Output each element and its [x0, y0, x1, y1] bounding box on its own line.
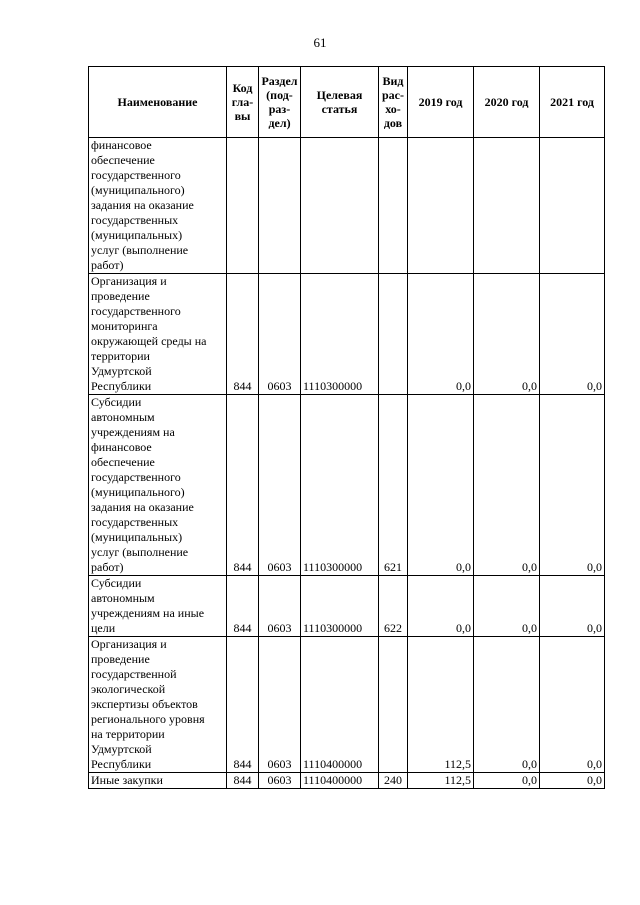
table-row — [89, 576, 605, 637]
row-target: 1110400000 — [301, 637, 379, 773]
row-expense — [379, 138, 408, 274]
row-expense: 621 — [379, 395, 408, 576]
row-section: 0603 — [259, 637, 301, 773]
row-2020: 0,0 — [474, 637, 540, 773]
row-section — [259, 138, 301, 274]
row-section: 0603 — [259, 576, 301, 637]
row-code: 844 — [227, 637, 259, 773]
table-header-row — [89, 67, 605, 138]
row-name: Субсидии автономным учреждениям на иные цели — [89, 576, 227, 637]
row-2019: 0,0 — [408, 395, 474, 576]
row-2019: 112,5 — [408, 773, 474, 789]
row-name: Организация и проведение государственного мониторинга окружающей среды на территории Удмуртской Республики — [89, 274, 227, 395]
row-expense: 622 — [379, 576, 408, 637]
row-expense: 240 — [379, 773, 408, 789]
row-code: 844 — [227, 576, 259, 637]
table-row — [89, 637, 605, 773]
header-target: Целевая статья — [301, 67, 379, 138]
row-target: 1110400000 — [301, 773, 379, 789]
row-code: 844 — [227, 395, 259, 576]
header-code: Код гла- вы — [227, 67, 259, 138]
row-2019: 0,0 — [408, 274, 474, 395]
row-code: 844 — [227, 274, 259, 395]
row-2019: 0,0 — [408, 576, 474, 637]
header-2020: 2020 год — [474, 67, 540, 138]
row-2020: 0,0 — [474, 576, 540, 637]
row-2021 — [540, 138, 605, 274]
row-name: финансовое обеспечение государственного (муниципального) задания на оказание государственных (муниципальных) услуг (выполнение работ) — [89, 138, 227, 274]
row-target: 1110300000 — [301, 395, 379, 576]
row-2021: 0,0 — [540, 773, 605, 789]
row-2019 — [408, 138, 474, 274]
row-code — [227, 138, 259, 274]
header-2021: 2021 год — [540, 67, 605, 138]
row-2021: 0,0 — [540, 395, 605, 576]
row-2021: 0,0 — [540, 274, 605, 395]
row-target: 1110300000 — [301, 274, 379, 395]
row-name: Иные закупки — [89, 773, 227, 789]
row-expense — [379, 274, 408, 395]
table-row — [89, 138, 605, 274]
row-expense — [379, 637, 408, 773]
row-2019: 112,5 — [408, 637, 474, 773]
header-expense: Вид рас- хо- дов — [379, 67, 408, 138]
row-section: 0603 — [259, 395, 301, 576]
header-name: Наименование — [89, 67, 227, 138]
row-target: 1110300000 — [301, 576, 379, 637]
row-target — [301, 138, 379, 274]
header-section: Раздел (под- раз- дел) — [259, 67, 301, 138]
row-section: 0603 — [259, 773, 301, 789]
row-2021: 0,0 — [540, 637, 605, 773]
page-number: 61 — [313, 35, 327, 50]
row-name: Субсидии автономным учреждениям на финансовое обеспечение государственного (муниципального) задания на оказание государственных (муниципальных) услуг (выполнение работ) — [89, 395, 227, 576]
row-2020: 0,0 — [474, 274, 540, 395]
table-row — [89, 395, 605, 576]
row-2020 — [474, 138, 540, 274]
row-name: Организация и проведение государственной экологической экспертизы объектов регионального уровня на территории Удмуртской Республики — [89, 637, 227, 773]
table-row — [89, 274, 605, 395]
budget-table — [88, 66, 605, 789]
header-2019: 2019 год — [408, 67, 474, 138]
row-2020: 0,0 — [474, 395, 540, 576]
row-2020: 0,0 — [474, 773, 540, 789]
row-section: 0603 — [259, 274, 301, 395]
row-code: 844 — [227, 773, 259, 789]
table-row — [89, 773, 605, 789]
row-2021: 0,0 — [540, 576, 605, 637]
